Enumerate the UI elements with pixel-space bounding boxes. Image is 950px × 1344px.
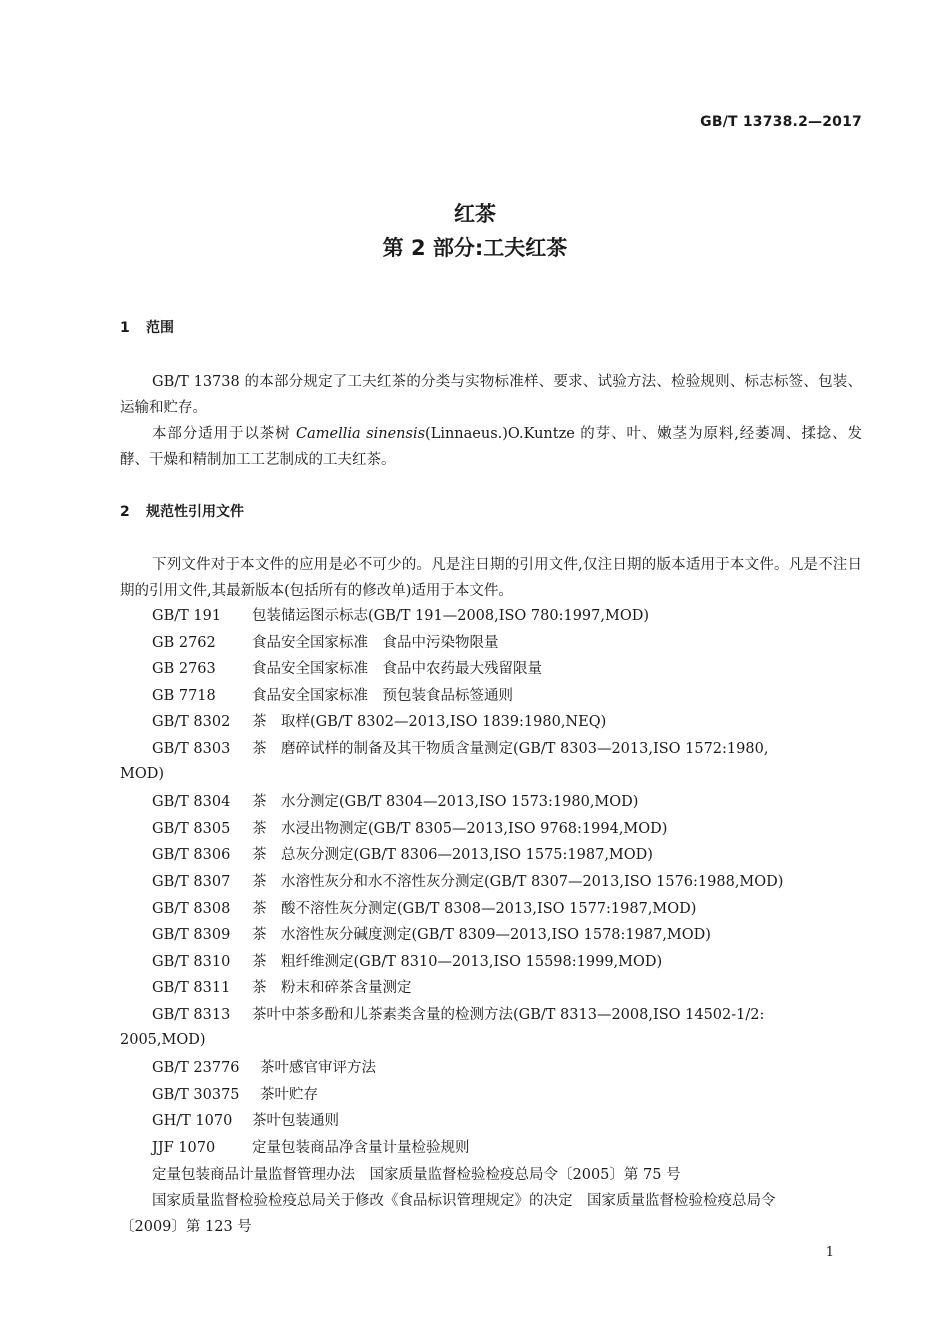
reference-title: 茶 粗纤维测定(GB/T 8310—2013,ISO 15598:1999,MOD) <box>252 953 663 970</box>
page-number: 1 <box>825 1245 834 1260</box>
scope-paragraph-2 <box>120 421 862 473</box>
reference-item <box>152 842 653 868</box>
reference-title: 茶 总灰分测定(GB/T 8306—2013,ISO 1575:1987,MOD) <box>252 847 653 864</box>
section-title: 规范性引用文件 <box>146 504 244 520</box>
reference-title: 茶叶包装通则 <box>252 1113 339 1130</box>
reference-item <box>152 736 768 762</box>
reference-title: 茶 酸不溶性灰分测定(GB/T 8308—2013,ISO 1577:1987,MOD) <box>252 900 697 917</box>
doc-subtitle: 第 2 部分:工夫红茶 <box>382 236 568 260</box>
reference-code: GB/T 8310 <box>152 953 231 970</box>
para-text: 本部分适用于以茶树 <box>152 426 297 442</box>
reference-title: 包装储运图示标志(GB/T 191—2008,ISO 780:1997,MOD) <box>252 608 649 624</box>
reference-item <box>152 656 542 682</box>
reference-extra-2-cont: 〔2009〕第 123 号 <box>120 1219 252 1235</box>
reference-extra-2: 国家质量监督检验检疫总局关于修改《食品标识管理规定》的决定 国家质量监督检验检疫总局令 <box>152 1193 776 1209</box>
reference-code: GB/T 191 <box>152 608 222 624</box>
references-intro: 下列文件对于本文件的应用是必不可少的。凡是注日期的引用文件,仅注日期的版本适用于本文件。凡是不注日期的引用文件,其最新版本(包括所有的修改单)适用于本文件。 <box>120 557 862 599</box>
reference-title: 茶叶中茶多酚和儿茶素类含量的检测方法(GB/T 8313—2008,ISO 14502-1/2: <box>252 1007 765 1023</box>
reference-code: GB 2763 <box>152 661 216 678</box>
species-name: Camellia sinensis <box>296 426 426 442</box>
reference-title: 茶 水分测定(GB/T 8304—2013,ISO 1573:1980,MOD) <box>252 794 639 811</box>
reference-title: 茶 磨碎试样的制备及其干物质含量测定(GB/T 8303—2013,ISO 1572:1980, <box>252 741 769 757</box>
reference-extra-1: 定量包装商品计量监督管理办法 国家质量监督检验检疫总局令〔2005〕第 75 号 <box>152 1167 681 1183</box>
reference-title: 茶 水浸出物测定(GB/T 8305—2013,ISO 9768:1994,MOD) <box>252 820 668 837</box>
reference-item <box>152 816 667 842</box>
reference-code: GB 7718 <box>152 687 216 704</box>
reference-item <box>152 603 649 629</box>
reference-item <box>152 683 513 709</box>
reference-code: GH/T 1070 <box>152 1113 233 1130</box>
reference-item <box>152 1082 318 1108</box>
para-text: (Linnaeus.)O.Kuntze 的芽、叶、嫩茎为原料,经萎凋、揉捻、发酵、干燥和精制加工工艺制成的工夫红茶。 <box>120 426 863 468</box>
reference-item <box>152 1108 339 1134</box>
reference-code: GB/T 23776 <box>152 1060 240 1077</box>
reference-item <box>152 709 606 735</box>
section-number: 2 <box>120 504 130 520</box>
section-title: 范围 <box>146 320 174 336</box>
reference-title-continued: MOD) <box>120 765 165 782</box>
reference-code: GB/T 8306 <box>152 847 231 864</box>
reference-title: 食品安全国家标准 食品中污染物限量 <box>252 634 499 651</box>
reference-title-continued: 2005,MOD) <box>120 1031 206 1048</box>
section-2-heading <box>120 501 244 521</box>
reference-code: GB/T 8308 <box>152 900 231 917</box>
section-1-heading <box>120 317 174 337</box>
reference-title: 茶叶感官审评方法 <box>260 1060 376 1077</box>
reference-code: GB/T 8309 <box>152 927 231 944</box>
reference-item <box>152 1002 764 1028</box>
doc-title: 红茶 <box>454 202 496 226</box>
reference-code: JJF 1070 <box>152 1140 216 1156</box>
reference-title: 定量包装商品净含量计量检验规则 <box>252 1140 470 1156</box>
reference-title: 茶 水溶性灰分和水不溶性灰分测定(GB/T 8307—2013,ISO 1576:1988,MOD) <box>252 874 784 890</box>
reference-code: GB/T 8302 <box>152 714 231 731</box>
reference-code: GB/T 8311 <box>152 980 231 997</box>
reference-code: GB/T 8304 <box>152 794 231 811</box>
reference-title: 茶 粉末和碎茶含量测定 <box>252 980 412 997</box>
standard-code: GB/T 13738.2—2017 <box>700 114 862 130</box>
reference-item <box>152 922 711 948</box>
reference-item <box>152 630 499 656</box>
reference-code: GB/T 30375 <box>152 1086 240 1103</box>
reference-title: 食品安全国家标准 预包装食品标签通则 <box>252 687 513 704</box>
reference-code: GB/T 8303 <box>152 741 231 757</box>
reference-item <box>152 949 662 975</box>
reference-title: 茶 水溶性灰分碱度测定(GB/T 8309—2013,ISO 1578:1987,MOD) <box>252 927 711 944</box>
reference-item <box>152 1055 376 1081</box>
reference-item <box>152 789 638 815</box>
reference-item <box>152 869 783 895</box>
reference-title: 茶叶贮存 <box>260 1086 318 1103</box>
reference-item <box>152 1135 470 1161</box>
reference-code: GB/T 8313 <box>152 1007 231 1023</box>
reference-code: GB 2762 <box>152 634 216 651</box>
reference-code: GB/T 8307 <box>152 874 231 890</box>
reference-title: 食品安全国家标准 食品中农药最大残留限量 <box>252 661 542 678</box>
reference-title: 茶 取样(GB/T 8302—2013,ISO 1839:1980,NEQ) <box>252 714 607 731</box>
section-number: 1 <box>120 320 130 336</box>
reference-item <box>152 975 412 1001</box>
reference-code: GB/T 8305 <box>152 820 231 837</box>
reference-item <box>152 896 696 922</box>
scope-paragraph-1: GB/T 13738 的本部分规定了工夫红茶的分类与实物标准样、要求、试验方法、检验规则、标志标签、包装、运输和贮存。 <box>120 374 862 416</box>
